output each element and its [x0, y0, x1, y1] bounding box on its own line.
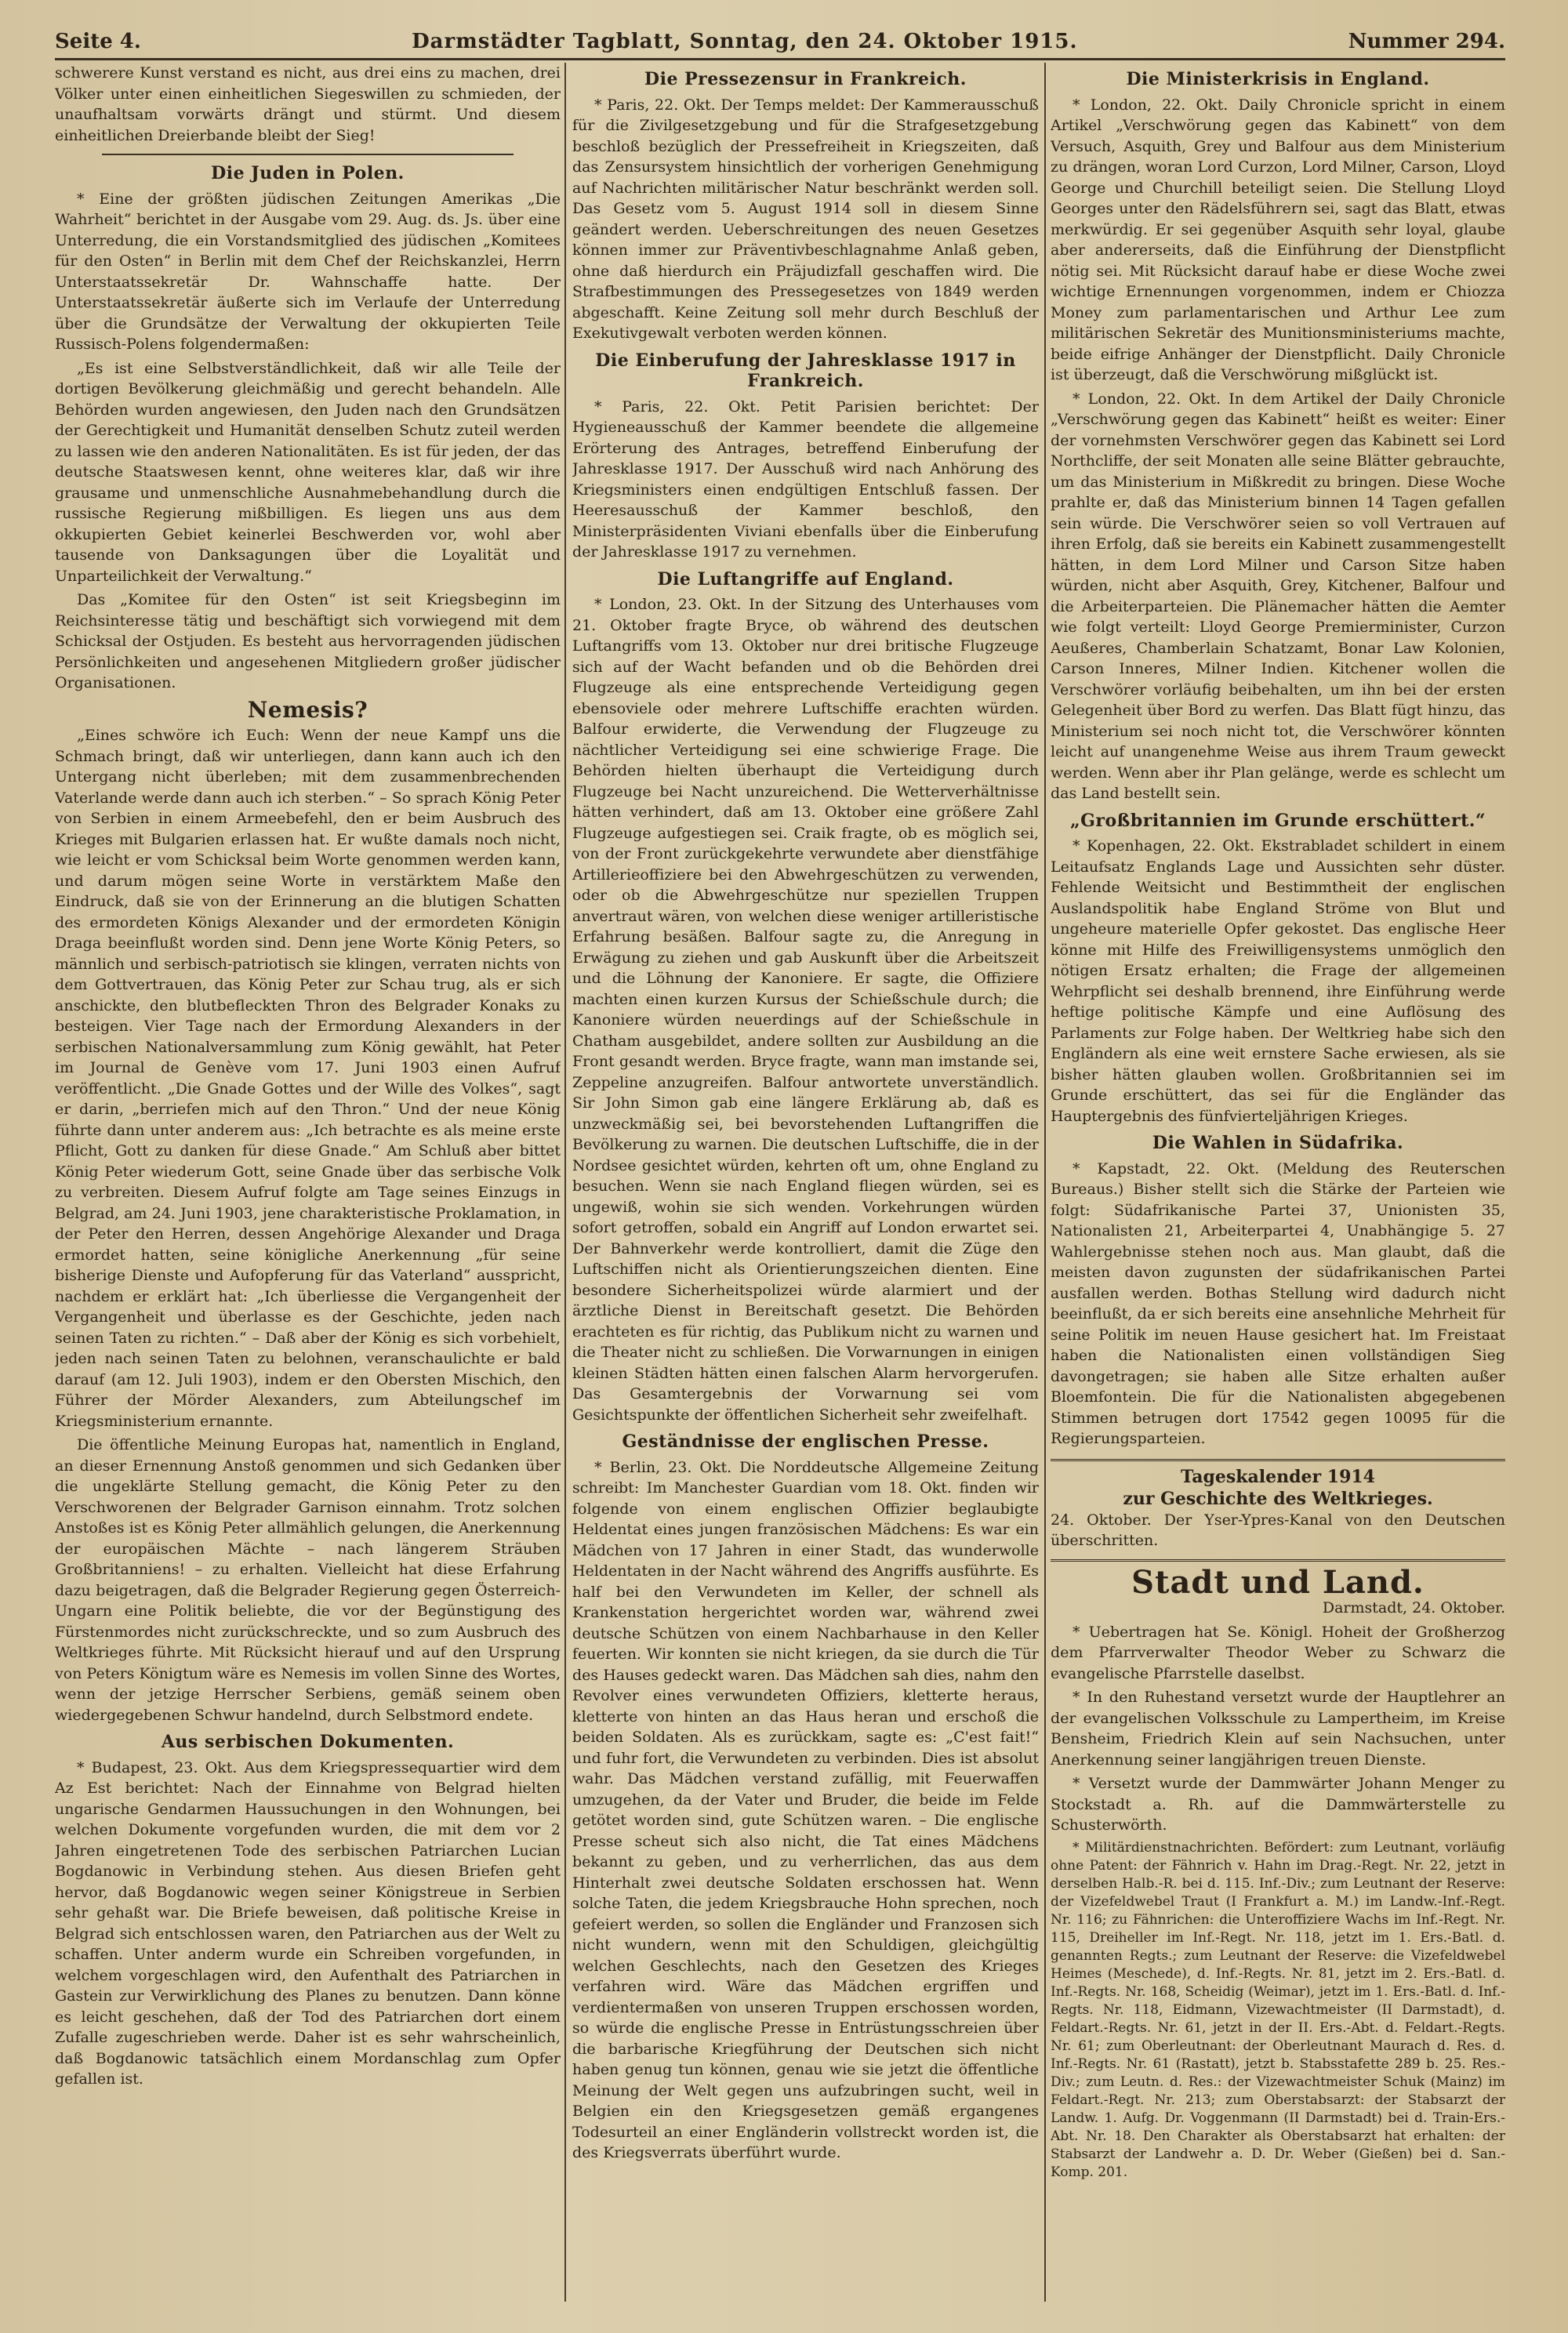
divider — [102, 154, 514, 155]
article-title-juden: Die Juden in Polen. — [211, 163, 405, 183]
article-paragraph: * Berlin, 23. Okt. Die Norddeutsche Allgemeine Zeitung schreibt: Im Manchester Guardian vom 18. Okt. finden wir folgende von einem englischen Offizier beglaubigte Heldentat eines jungen französischen Mädchens: Es war ein Mädchen von 17 Jahren in einer Stadt, das wunderwolle Heldentaten in der Nacht während des Angriffs ausführte. Es half bei den Verwundeten im Keller, der schnell als Krankenstation hergerichtet worden war, während zwei deutsche Schützen von einem Nachbarhause in den Keller feuerten. Wir konnten sie nicht kriegen, da sie durch die Tür des Hauses gedeckt waren. Das Mädchen sah dies, nahm den Revolver eines verwundeten Offiziers, kletterte heraus, kletterte von hinten an das Haus heran und erschoß die beiden Soldaten. Als es zurückkam, sagte es: „C'est fait!“ und fuhr fort, die Verwundeten zu verbinden. Dies ist absolut wahr. Das Mädchen verstand zufällig, mit Feuerwaffen umzugehen, da der Vater und Bruder, die beide im Felde getötet worden sind, gute Schützen waren. – Die englische Presse scheut sich also nicht, die Tat eines Mädchens bekannt zu geben, und zu verherrlichen, das aus dem Hinterhalt zwei deutsche Soldaten erschossen hat. Wenn solche Taten, die jedem Kriegsbrauche Hohn sprechen, noch gefeiert werden, so sollen die Engländer und Franzosen sich nicht wundern, wenn mit den Schuldigen, gleichgültig welchen Geschlechts, nach den Gesetzen des Krieges verfahren wird. Wäre das Mädchen ergriffen und verdientermaßen von unseren Truppen erschossen worden, so würde die englische Presse in Entrüstungsschreien über die barbarische Kriegführung der Deutschen sich nicht haben genug tun können, genau wie sie jetzt die öffentliche Meinung der Welt gegen uns aufzubringen sucht, weil in Belgien ein den Kriegsgesetzen gemäß ergangenes Todesurteil an einer Engländerin vollstreckt worden ist, die des Kriegsverrats überführt wurde. — [572, 1458, 1039, 2161]
article-title-ministerkrisis: Die Ministerkrisis in England. — [1126, 69, 1430, 89]
news-item-military: * Militärdienstnachrichten. Befördert: zum Leutnant, vorläufig ohne Patent: der Fähnrich v. Hahn im Drag.-Regt. Nr. 22, jetzt in derselben Halb.-R. bei d. 115. Inf.-Div.; zum Leutnant der Reserve: der Vizefeldwebel Traut (I Frankfurt a. M.) im Landw.-Inf.-Regt. Nr. 116; zu Fähnrichen: die Unteroffiziere Wachs im Inf.-Regt. Nr. 115, Dreiheller im Inf.-Regt. Nr. 118, jetzt im 1. Ers.-Batl. d. genannten Regts.; zum Leutnant der Reserve: die Vizefeldwebel Heimes (Meschede), d. Inf.-Regts. Nr. 81, jetzt im 2. Ers.-Batl. d. Inf.-Regts. Nr. 168, Scheidig (Weimar), jetzt im 1. Ers.-Batl. d. Inf.-Regts. Nr. 118, Eidmann, Vizewachtmeister (II Darmstadt), d. Feldart.-Regts. Nr. 61, jetzt in der II. Ers.-Abt. d. Feldart.-Regts. Nr. 61; zum Oberleutnant: der Oberleutnant Maurach d. Res. d. Inf.-Regts. Nr. 61 (Rastatt), jetzt b. Stabsstafette 289 b. 25. Res.-Div.; zum Leutn. d. Res.: der Vizewachtmeister Schuk (Mainz) im Feldart.-Regt. Nr. 213; zum Oberstabsarzt: der Stabsarzt der Landw. 1. Aufg. Dr. Voggenmann (II Darmstadt) bei d. Train-Ers.-Abt. Nr. 18. Den Charakter als Oberstabsarzt hat erhalten: der Stabsarzt der Landwehr a. D. Dr. Weber (Gießen) bei d. San.-Komp. 201. — [1051, 1839, 1505, 2180]
article-paragraph: * Paris, 22. Okt. Der Temps meldet: Der Kammerausschuß für die Zivilgesetzgebung und für die Strafgesetzgebung beschloß bezüglich der Pressefreiheit in Kriegszeiten, daß das Zensursystem hinsichtlich der vorherigen Genehmigung auf Nachrichten militärischer Natur beschränkt werden soll. Das Gesetz vom 5. August 1914 soll in diesem Sinne geändert werden. Ueberschreitungen des neuen Gesetzes können immer zur Präventivbeschlagnahme Anlaß geben, ohne daß hierdurch ein Präjudizfall geschaffen wird. Die Strafbestimmungen des Pressegesetzes von 1849 werden abgeschafft. Keine Zeitung soll mehr durch Beschluß der Exekutivgewalt verboten werden können. — [572, 96, 1039, 342]
section-title-stadt-und-land: Stadt und Land. — [1131, 1563, 1425, 1601]
article-paragraph: * London, 22. Okt. In dem Artikel der Daily Chronicle „Verschwörung gegen das Kabinett“ heißt es weiter: Einer der vornehmsten Verschwörer gegen das Kabinett sei Lord Northcliffe, der seit Monaten alle seine Blätter gebrauchte, um das Ministerium in Mißkredit zu bringen. Diese Woche prahlte er, daß das Ministerium binnen 14 Tagen gefallen sein würde. Die Verschwörer seien so voll Vertrauen auf ihren Erfolg, daß sie bereits ein Kabinett zusammengestellt hätten, in dem Lord Milner und Carson Sitze haben würden, nicht aber Asquith, Grey, Kitchener, Balfour und die Arbeiterparteien. Die Plänemacher hätten die Aemter wie folgt verteilt: Lloyd George Premierminister, Curzon Aeußeres, Chamberlain Schatzamt, Bonar Law Kolonien, Carson Inneres, Milner Indien. Kitchener wollen die Verschwörer vorläufig beibehalten, um ihn bei der ersten Gelegenheit über Bord zu werfen. Das Blatt fügt hinzu, das Ministerium sei noch nicht tot, die Verschwörer könnten leicht auf unangenehme Weise aus ihrem Traum geweckt werden. Wenn aber ihr Plan gelänge, werde es schlecht um das Land bestellt sein. — [1051, 390, 1505, 802]
news-item: * Uebertragen hat Se. Königl. Hoheit der Großherzog dem Pfarrverwalter Theodor Weber zu Schwarz die evangelische Pfarrstelle daselbst. — [1051, 1623, 1505, 1682]
article-title-nemesis: Nemesis? — [247, 696, 368, 723]
tageskalender-title: Tageskalender 1914 — [1181, 1466, 1375, 1487]
news-item: * Versetzt wurde der Dammwärter Johann Menger zu Stockstadt a. Rh. auf die Dammwärterstelle zu Schusterwörth. — [1051, 1775, 1505, 1834]
article-paragraph: „Es ist eine Selbstverständlichkeit, daß wir alle Teile der dortigen Bevölkerung gleichmäßig und gerecht behandeln. Alle Behörden wurden angewiesen, den Juden nach den Grundsätzen der Gerechtigkeit und Humanität denselben Schutz zuteil werden zu lassen wie den anderen Nationalitäten. Es ist für jeden, der das deutsche Staatswesen kennt, ohne weiteres klar, daß wir ihre grausame und unmenschliche Ausnahmebehandlung durch die russische Regierung mißbilligen. Es liegen uns aus dem okkupierten Gebiet keinerlei Beschwerden vor, wohl aber tausende von Danksagungen über die Loyalität und Unparteilichkeit der Verwaltung.“ — [55, 359, 561, 585]
article-paragraph: * London, 23. Okt. In der Sitzung des Unterhauses vom 21. Oktober fragte Bryce, ob während des deutschen Luftangriffs vom 13. Oktober nur drei britische Flugzeuge sich auf der Wacht befanden und ob die Behörden drei Flugzeuge als eine entsprechende Verteidigung gegen ebensoviele oder mehrere Luftschiffe erachten würden. Balfour erwiderte, die Verwendung der Flugzeuge zu nächtlicher Verteidigung sei eine schwierige Frage. Die Behörden hielten überhaupt die Verteidigung durch Flugzeuge bei Nacht unzureichend. Die Wetterverhältnisse hätten verhindert, daß am 13. Oktober eine größere Zahl Flugzeuge aufgestiegen sei. Craik fragte, ob es möglich sei, von der Front zurückgekehrte verwundete aber dienstfähige Artillerieoffiziere bei den Abwehrgeschützen zu verwenden, oder ob die Abwehrgeschütze nur speziellen Truppen anvertraut wären, von welchen diese weniger artilleristische Erfahrung besäßen. Balfour sagte zu, die Anregung in Erwägung zu ziehen und gab Auskunft über die Arbeitszeit und die Löhnung der Kanoniere. Er sagte, die Offiziere machten einen kurzen Kursus der Schießschule durch; die Kanoniere würden neuerdings auf der Schießschule in Chatham ausgebildet, andere sollten zur Ausbildung an die Front gesandt werden. Bryce fragte, wann man imstande sei, Zeppeline anzugreifen. Balfour antwortete unverständlich. Sir John Simon gab eine längere Erklärung ab, daß es unzweckmäßig sei, bei bevorstehenden Luftangriffen die Bevölkerung zu warnen. Die deutschen Luftschiffe, die in der Nordsee gesichtet würden, kehrten oft um, ohne England zu besuchen. Wenn sie nach England fliegen würden, sei es ungewiß, wohin sie sich wenden. Vorkehrungen würden sofort getroffen, sobald ein Angriff auf London erwartet sei. Der Bahnverkehr werde kontrolliert, damit die Züge den Luftschiffen nicht als Orientierungszeichen dienten. Eine besondere Sicherheitspolizei würde alarmiert und der ärztliche Dienst in Bereitschaft gesetzt. Die Behörden erachteten es für richtig, das Publikum nicht zu warnen und die Theater nicht zu schließen. Die Vorwarnungen in einigen kleinen Städten hätten einen falschen Alarm hervorgerufen. Das Gesamtergebnis der Vorwarnung sei vom Gesichtspunkte der öffentlichen Sicherheit sehr zweifelhaft. — [572, 596, 1039, 1424]
intro-paragraph: schwerere Kunst verstand es nicht, aus drei eins zu machen, drei Völker unter einen einheitlichen Siegeswillen zu schmieden, der unaufhaltsam vorwärts drängt und stürmt. Und diesem einheitlichen Dreierbande bleibt der Sieg! — [55, 64, 561, 144]
dateline: Darmstadt, 24. Oktober. — [1322, 1599, 1505, 1616]
article-title-grossbritannien: „Großbritannien im Grunde erschüttert.“ — [1069, 810, 1486, 831]
article-title-dokumente: Aus serbischen Dokumenten. — [161, 1732, 455, 1752]
column-rule-1 — [564, 63, 566, 2302]
article-paragraph: Das „Komitee für den Osten“ ist seit Kriegsbeginn im Reichsinteresse tätig und beschäftigt sich vorwiegend mit dem Schicksal der Ostjuden. Es besteht aus hervorragenden jüdischen Persönlichkeiten und angesehenen Mitgliedern großer jüdischer Organisationen. — [55, 591, 561, 691]
page-header — [55, 17, 1505, 60]
article-title-luftangriffe: Die Luftangriffe auf England. — [657, 568, 954, 590]
tageskalender-entry: 24. Oktober. Der Yser-Ypres-Kanal von den Deutschen überschritten. — [1051, 1511, 1505, 1549]
page-number: Seite 4. — [55, 30, 141, 53]
article-paragraph: * Kopenhagen, 22. Okt. Ekstrabladet schildert in einem Leitaufsatz Englands Lage und Aussichten sehr düster. Fehlende Weitsicht und Bestimmtheit der englischen Auslandspolitik habe England Ströme von Blut und ungeheure materielle Opfer gekostet. Das englische Heer könne mit Hilfe des Freiwilligensystems unmöglich den nötigen Ersatz erhalten; die Frage der allgemeinen Wehrpflicht sei deshalb brennend, ihre Einführung werde heftige politische Kämpfe und eine Auflösung des Parlaments zur Folge haben. Der Weltkrieg habe sich den Engländern als eine weit ernstere Sache erwiesen, als sie bisher hätten glauben wollen. Großbritannien sei im Grunde erschüttert, das sei für die Engländer das Hauptergebnis des fünfvierteljährigen Krieges. — [1051, 837, 1505, 1125]
column-2 — [572, 63, 1039, 2317]
news-item: * In den Ruhestand versetzt wurde der Hauptlehrer an der evangelischen Volksschule zu Lampertheim, im Kreise Bensheim, Friedrich Klein auf sein Nachsuchen, unter Anerkennung seiner langjährigen treuen Dienste. — [1051, 1689, 1505, 1769]
article-paragraph: Die öffentliche Meinung Europas hat, namentlich in England, an dieser Ernennung Anstoß genommen und sich Gedanken über die ungeklärte Stellung gemacht, die König Peter zu den Verschworenen der Belgrader Garnison einnahm. Trotz solchen Anstoßes ist es König Peter allmählich gelungen, die Anerkennung der europäischen Mächte – nach längerem Sträuben Großbritanniens! – zu erhalten. Vielleicht hat diese Erfahrung dazu beigetragen, daß die Belgrader Regierung gegen Österreich-Ungarn eine Politik beliebte, die vor der Begünstigung des Fürstenmordes nicht zurückschreckte, und so zum Ausbruch des Weltkrieges führte. Mit Rücksicht hierauf und auf den Ursprung von Peters Königtum wäre es Nemesis im vollen Sinne des Wortes, wenn der jetzige Herrscher Serbiens, gemäß seinem oben wiedergegebenen Schwur handelnd, durch Selbstmord endete. — [55, 1436, 561, 1724]
column-1 — [55, 63, 561, 2317]
masthead-line: Darmstädter Tagblatt, Sonntag, den 24. Oktober 1915. — [412, 30, 1078, 53]
article-title-gestaendnisse: Geständnisse der englischen Presse. — [622, 1431, 989, 1452]
article-title-wahlen: Die Wahlen in Südafrika. — [1152, 1133, 1404, 1153]
column-rule-2 — [1044, 63, 1046, 2302]
tageskalender-box — [1051, 1459, 1505, 1562]
article-paragraph: * Kapstadt, 22. Okt. (Meldung des Reuterschen Bureaus.) Bisher stellt sich die Stärke der Parteien wie folgt: Südafrikanische Partei 37, Unionisten 35, Nationalisten 21, Arbeiterpartei 4, Unabhängige 5. 27 Wahlergebnisse stehen noch aus. Man glaubt, daß die meisten davon zugunsten der südafrikanischen Partei ausfallen werden. Bothas Stellung wird dadurch nicht beeinflußt, da er sich bereits eine ansehnliche Mehrheit für seine Politik im neuen Hause gesichert hat. Im Freistaat haben die Nationalisten einen vollständigen Sieg davongetragen; sie haben alle Sitze erhalten außer Bloemfontein. Die für die Nationalisten abgegebenen Stimmen betrugen dort 17542 gegen 10095 für die Regierungsparteien. — [1051, 1159, 1505, 1447]
column-3 — [1051, 63, 1505, 2317]
article-paragraph: * Eine der größten jüdischen Zeitungen Amerikas „Die Wahrheit“ berichtet in der Ausgabe vom 29. Aug. ds. Js. über eine Unterredung, die ein Vorstandsmitglied des jüdischen „Komitees für den Osten“ in Berlin mit dem Chef der Reichskanzlei, Herrn Unterstaatssekretär Dr. Wahnschaffe hatte. Der Unterstaatssekretär äußerte sich im Verlaufe der Unterredung über die Grundsätze der Verwaltung der okkupierten Teile Russisch-Polens folgendermaßen: — [55, 190, 561, 353]
article-title-jahresklasse: Die Einberufung der Jahresklasse 1917 in Frankreich. — [595, 350, 1016, 391]
article-title-pressezensur: Die Pressezensur in Frankreich. — [644, 69, 967, 89]
article-paragraph: „Eines schwöre ich Euch: Wenn der neue Kampf uns die Schmach bringt, daß wir unterliegen, dann kann auch ich den Untergang nicht überleben; mit dem zusammenbrechenden Vaterlande werde dann auch ich sterben.“ – So sprach König Peter von Serbien in einem Armeebefehl, den er beim Ausbruch des Krieges mit Bulgarien erlassen hat. Er wußte damals noch nicht, wie leicht er vom Schicksal beim Worte genommen werden kann, und darum mögen seine Worte in verstärktem Maße den Eindruck, daß sie von der Erinnerung an die blutigen Schatten des ermordeten Königs Alexander und der ermordeten Königin Draga beeinflußt worden sind. Denn jene Worte König Peters, so männlich und serbisch-patriotisch sie klingen, verraten nichts von dem Gottvertrauen, das König Peter zur Schau trug, als er sich anschickte, den blutbefleckten Thron des Belgrader Konaks zu besteigen. Vier Tage nach der Ermordung Alexanders in der serbischen Nationalversammlung zum König gewählt, hat Peter im Journal de Genève vom 17. Juni 1903 einen Aufruf veröffentlicht. „Die Gnade Gottes und der Wille des Volkes“, sagt er darin, „berriefen mich auf den Thron.“ Und der neue König führte dann unter anderem aus: „Ich betrachte es als meine erste Pflicht, Gott zu danken für diese Gnade.“ Am Schluß aber bittet König Peter wiederum Gott, seine Gnade über das serbische Volk zu verbreiten. Diesem Aufruf folgte am Tage seines Einzugs in Belgrad, am 24. Juni 1903, jene charakteristische Proklamation, in der Peter den Herren, dessen Angehörige Alexander und Draga ermordet hatten, seine königliche Anerkennung „für seine bisherige Dienste und Aufopferung für das Vaterland“ ausspricht, nachdem er erklärt hat: „Ich überliesse die Vergangenheit der Vergangenheit und überlasse es der Geschichte, jeden nach seinen Taten zu richten.“ – Daß aber der König es sich vorbehielt, jeden nach seinen Taten zu belohnen, veranschaulichte er bald darauf (am 12. Juli 1903), indem er den Obersten Mischich, den Führer der Mörder Alexanders, zum Abteilungschef im Kriegsministerium ernannte. — [55, 727, 561, 1430]
article-paragraph: * Budapest, 23. Okt. Aus dem Kriegspressequartier wird dem Az Est berichtet: Nach der Einnahme von Belgrad hielten ungarische Gendarmen Haussuchungen in den Wohnungen, bei welchen Dokumente vorgefunden wurden, die mit dem vor 2 Jahren eingetretenen Tode des serbischen Patriarchen Lucian Bogdanowic in Verbindung stehen. Aus diesen Briefen geht hervor, daß Bogdanowic wegen seiner Königstreue in Serbien sehr gehaßt war. Die Briefe beweisen, daß politische Kreise in Belgrad sich entschlossen waren, den Patriarchen aus der Welt zu schaffen. Unter anderm wurde ein Schreiben vorgefunden, in welchem vorgeschlagen wird, den Aufenthalt des Patriarchen in Gastein zur Verwirklichung des Planes zu benutzen. Dann könne es leicht geschehen, daß der Tod des Patriarchen dort einem Zufalle zugeschrieben werde. Daher ist es sehr wahrscheinlich, daß Bogdanowic tatsächlich einem Mordanschlag zum Opfer gefallen ist. — [55, 1758, 561, 2088]
issue-number: Nummer 294. — [1348, 30, 1505, 53]
tageskalender-subtitle: zur Geschichte des Weltkrieges. — [1123, 1488, 1433, 1509]
article-paragraph: * Paris, 22. Okt. Petit Parisien berichtet: Der Hygieneausschuß der Kammer beendete die allgemeine Erörterung des Antrages, betreffend Einberufung der Jahresklasse 1917. Der Ausschuß wird nach Anhörung des Kriegsministers einen endgültigen Entschluß fassen. Der Heeresausschuß der Kammer beschloß, den Ministerpräsidenten Viviani ebenfalls über die Einberufung der Jahresklasse 1917 zu vernehmen. — [572, 397, 1039, 561]
article-paragraph: * London, 22. Okt. Daily Chronicle spricht in einem Artikel „Verschwörung gegen das Kabinett“ von dem Versuch, Asquith, Grey und Balfour aus dem Ministerium zu drängen, woran Lord Curzon, Lord Milner, Carson, Lloyd George und Churchill beteiligt seien. Die Stellung Lloyd Georges unter den Rädelsführern sei, sagt das Blatt, etwas merkwürdig. Er sei gegenüber Asquith sehr loyal, glaube aber andererseits, daß die Einführung der Dienstpflicht nötig sei. Mit Rücksicht darauf habe er diese Woche zwei wichtige Ernennungen vorgenommen, indem er Chiozza Money zum parlamentarischen und Arthur Lee zum militärischen Sekretär des Munitionsministeriums machte, beide eifrige Anhänger der Dienstpflicht. Daily Chronicle ist überzeugt, daß die Verschwörung mißglückt ist. — [1051, 96, 1505, 383]
